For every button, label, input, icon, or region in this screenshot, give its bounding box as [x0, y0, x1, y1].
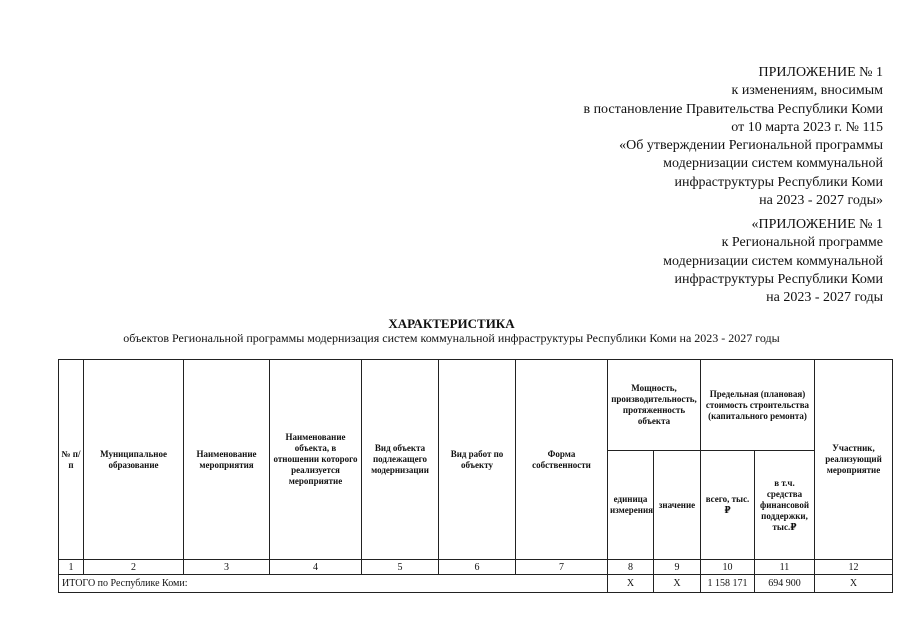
appendix-line: к Региональной программе	[721, 235, 883, 251]
appendix-line: инфраструктуры Республики Коми	[674, 271, 883, 287]
column-number: 4	[270, 560, 362, 575]
program-appendix-header	[663, 216, 883, 307]
total-row	[59, 575, 893, 593]
column-number: 6	[439, 560, 516, 575]
col-header-capacity: Мощность, производительность, протяженность объекта	[608, 360, 701, 451]
total-unit: X	[608, 575, 654, 593]
appendix-line: модернизации систем коммунальной	[663, 156, 883, 172]
column-number: 5	[362, 560, 439, 575]
col-header-participant: Участник, реализующий мероприятие	[815, 360, 893, 560]
column-number: 9	[654, 560, 701, 575]
appendix-title: ПРИЛОЖЕНИЕ № 1	[758, 65, 883, 80]
col-header-total: всего, тыс.₽	[701, 451, 755, 560]
col-header-work-type: Вид работ по объекту	[439, 360, 516, 560]
total-value: X	[654, 575, 701, 593]
appendix-line: в постановление Правительства Республики Коми	[583, 101, 883, 117]
appendix-line: на 2023 - 2027 годы»	[759, 193, 883, 209]
total-participant: X	[815, 575, 893, 593]
column-number: 12	[815, 560, 893, 575]
col-header-object: Наименование объекта, в отношении которого реализуется мероприятие	[270, 360, 362, 560]
col-header-ownership: Форма собственности	[516, 360, 608, 560]
col-header-unit: единица измерения	[608, 451, 654, 560]
appendix-line: модернизации систем коммунальной	[663, 253, 883, 269]
col-header-support: в т.ч. средства финансовой поддержки, тыс.₽	[755, 451, 815, 560]
appendix-line: от 10 марта 2023 г. № 115	[731, 119, 883, 135]
col-header-value: значение	[654, 451, 701, 560]
total-label: ИТОГО по Республике Коми:	[59, 575, 608, 593]
column-number: 2	[84, 560, 184, 575]
col-header-object-type: Вид объекта подлежащего модернизации	[362, 360, 439, 560]
appendix-header	[583, 64, 883, 210]
appendix-line: «Об утверждении Региональной программы	[619, 138, 883, 154]
document-subtitle: объектов Региональной программы модернизация систем коммунальной инфраструктуры Республики Коми на 2023 - 2027 годы	[123, 331, 780, 345]
column-number: 8	[608, 560, 654, 575]
col-header-event: Наименование мероприятия	[184, 360, 270, 560]
appendix-line: к изменениям, вносимым	[731, 83, 883, 99]
col-header-number: № п/п	[59, 360, 84, 560]
column-number: 1	[59, 560, 84, 575]
column-number: 3	[184, 560, 270, 575]
document-title: ХАРАКТЕРИСТИКА	[388, 316, 515, 331]
appendix-title: «ПРИЛОЖЕНИЕ № 1	[751, 217, 883, 232]
characteristics-table	[58, 359, 893, 593]
appendix-line: инфраструктуры Республики Коми	[674, 174, 883, 190]
column-number: 11	[755, 560, 815, 575]
column-number: 10	[701, 560, 755, 575]
col-header-municipality: Муниципальное образование	[84, 360, 184, 560]
total-support: 694 900	[755, 575, 815, 593]
appendix-line: на 2023 - 2027 годы	[766, 290, 883, 306]
column-number-row	[59, 560, 893, 575]
total-cost: 1 158 171	[701, 575, 755, 593]
col-header-cost: Предельная (плановая) стоимость строительства (капитального ремонта)	[701, 360, 815, 451]
column-number: 7	[516, 560, 608, 575]
